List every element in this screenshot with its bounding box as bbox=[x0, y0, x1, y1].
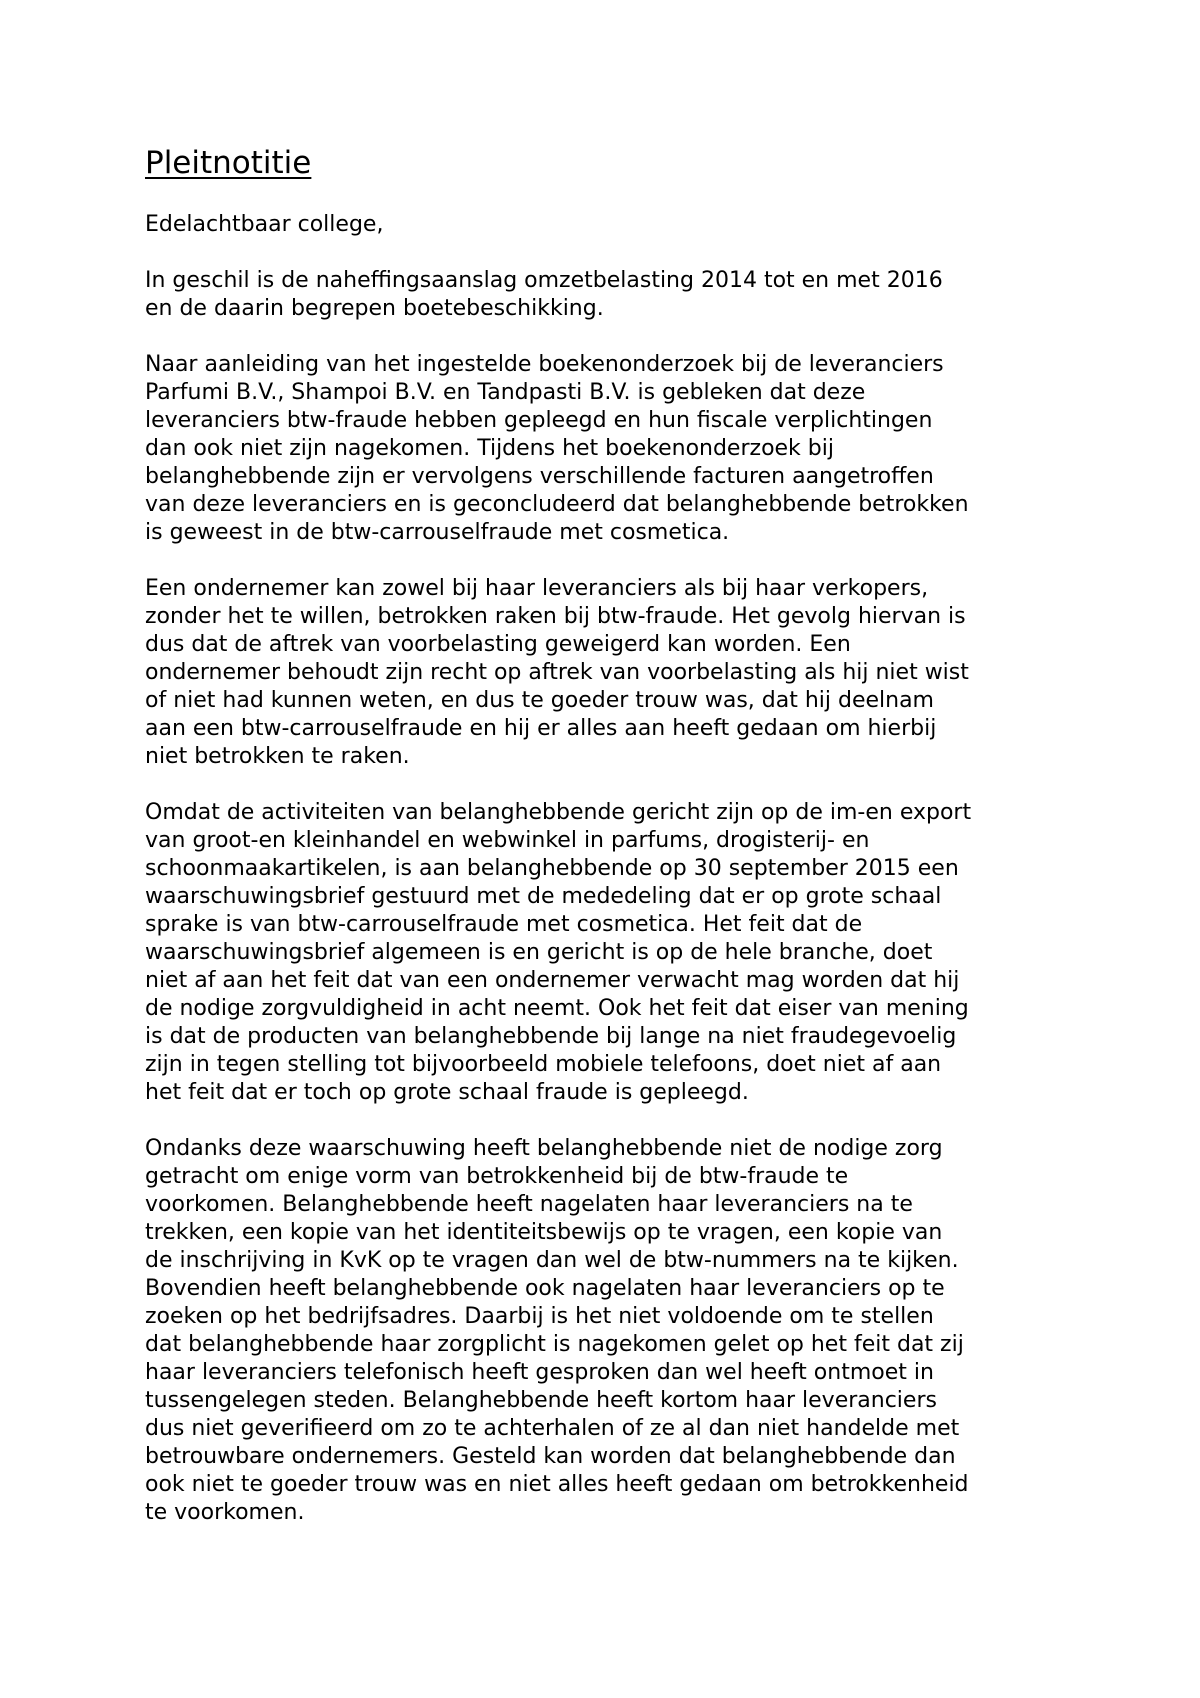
paragraph-3 bbox=[145, 575, 1085, 771]
text-line: dan ook niet zijn nagekomen. Tijdens het boekenonderzoek bij bbox=[145, 436, 834, 461]
text-line: het feit dat er toch op grote schaal fraude is gepleegd. bbox=[145, 1080, 749, 1105]
text-line: haar leveranciers telefonisch heeft gesproken dan wel heeft ontmoet in bbox=[145, 1360, 934, 1385]
text-line: zonder het te willen, betrokken raken bij btw-fraude. Het gevolg hiervan is bbox=[145, 604, 966, 629]
text-line: schoonmaakartikelen, is aan belanghebbende op 30 september 2015 een bbox=[145, 856, 959, 881]
paragraph-5 bbox=[145, 1135, 1085, 1527]
paragraph-2 bbox=[145, 351, 1085, 547]
text-line: betrouwbare ondernemers. Gesteld kan worden dat belanghebbende dan bbox=[145, 1444, 956, 1469]
text-line: is dat de producten van belanghebbende bij lange na niet fraudegevoelig bbox=[145, 1024, 957, 1049]
text-line: van deze leveranciers en is geconcludeerd dat belanghebbende betrokken bbox=[145, 492, 969, 517]
text-line: belanghebbende zijn er vervolgens verschillende facturen aangetroffen bbox=[145, 464, 934, 489]
text-line: de inschrijving in KvK op te vragen dan wel de btw-nummers na te kijken. bbox=[145, 1248, 959, 1273]
text-line: Een ondernemer kan zowel bij haar leveranciers als bij haar verkopers, bbox=[145, 576, 929, 601]
text-line: waarschuwingsbrief gestuurd met de mededeling dat er op grote schaal bbox=[145, 884, 942, 909]
text-line: dus niet geverifieerd om zo te achterhalen of ze al dan niet handelde met bbox=[145, 1416, 960, 1441]
text-line: dat belanghebbende haar zorgplicht is nagekomen gelet op het feit dat zij bbox=[145, 1332, 964, 1357]
text-line: Naar aanleiding van het ingestelde boekenonderzoek bij de leveranciers bbox=[145, 352, 944, 377]
text-line: van groot-en kleinhandel en webwinkel in parfums, drogisterij- en bbox=[145, 828, 870, 853]
text-line: zijn in tegen stelling tot bijvoorbeeld mobiele telefoons, doet niet af aan bbox=[145, 1052, 942, 1077]
text-line: In geschil is de naheffingsaanslag omzetbelasting 2014 tot en met 2016 bbox=[145, 268, 943, 293]
text-line: en de daarin begrepen boetebeschikking. bbox=[145, 296, 604, 321]
text-line: dus dat de aftrek van voorbelasting geweigerd kan worden. Een bbox=[145, 632, 851, 657]
text-line: Omdat de activiteiten van belanghebbende gericht zijn op de im-en export bbox=[145, 800, 972, 825]
text-line: ook niet te goeder trouw was en niet alles heeft gedaan om betrokkenheid bbox=[145, 1472, 969, 1497]
text-line: is geweest in de btw-carrouselfraude met cosmetica. bbox=[145, 520, 730, 545]
text-line: de nodige zorgvuldigheid in acht neemt. Ook het feit dat eiser van mening bbox=[145, 996, 969, 1021]
text-line: sprake is van btw-carrouselfraude met cosmetica. Het feit dat de bbox=[145, 912, 863, 937]
text-line: Parfumi B.V., Shampoi B.V. en Tandpasti B.V. is gebleken dat deze bbox=[145, 380, 866, 405]
text-line: niet af aan het feit dat van een ondernemer verwacht mag worden dat hij bbox=[145, 968, 960, 993]
text-line: aan een btw-carrouselfraude en hij er alles aan heeft gedaan om hierbij bbox=[145, 716, 937, 741]
text-line: getracht om enige vorm van betrokkenheid bij de btw-fraude te bbox=[145, 1164, 849, 1189]
document-body bbox=[145, 143, 1085, 1555]
paragraph-4 bbox=[145, 799, 1085, 1107]
text-line: of niet had kunnen weten, en dus te goeder trouw was, dat hij deelnam bbox=[145, 688, 934, 713]
text-line: waarschuwingsbrief algemeen is en gericht is op de hele branche, doet bbox=[145, 940, 933, 965]
text-line: ondernemer behoudt zijn recht op aftrek van voorbelasting als hij niet wist bbox=[145, 660, 969, 685]
text-line: te voorkomen. bbox=[145, 1500, 305, 1525]
text-line: tussengelegen steden. Belanghebbende heeft kortom haar leveranciers bbox=[145, 1388, 937, 1413]
text-line: Bovendien heeft belanghebbende ook nagelaten haar leveranciers op te bbox=[145, 1276, 945, 1301]
text-line: trekken, een kopie van het identiteitsbewijs op te vragen, een kopie van bbox=[145, 1220, 943, 1245]
paragraph-1 bbox=[145, 267, 1085, 323]
text-line: voorkomen. Belanghebbende heeft nagelaten haar leveranciers na te bbox=[145, 1192, 913, 1217]
text-line: Ondanks deze waarschuwing heeft belanghebbende niet de nodige zorg bbox=[145, 1136, 943, 1161]
text-line: niet betrokken te raken. bbox=[145, 744, 410, 769]
text-line: zoeken op het bedrijfsadres. Daarbij is het niet voldoende om te stellen bbox=[145, 1304, 934, 1329]
text-line: leveranciers btw-fraude hebben gepleegd en hun fiscale verplichtingen bbox=[145, 408, 933, 433]
salutation: Edelachtbaar college, bbox=[145, 212, 384, 237]
document-title: Pleitnotitie bbox=[145, 145, 312, 181]
